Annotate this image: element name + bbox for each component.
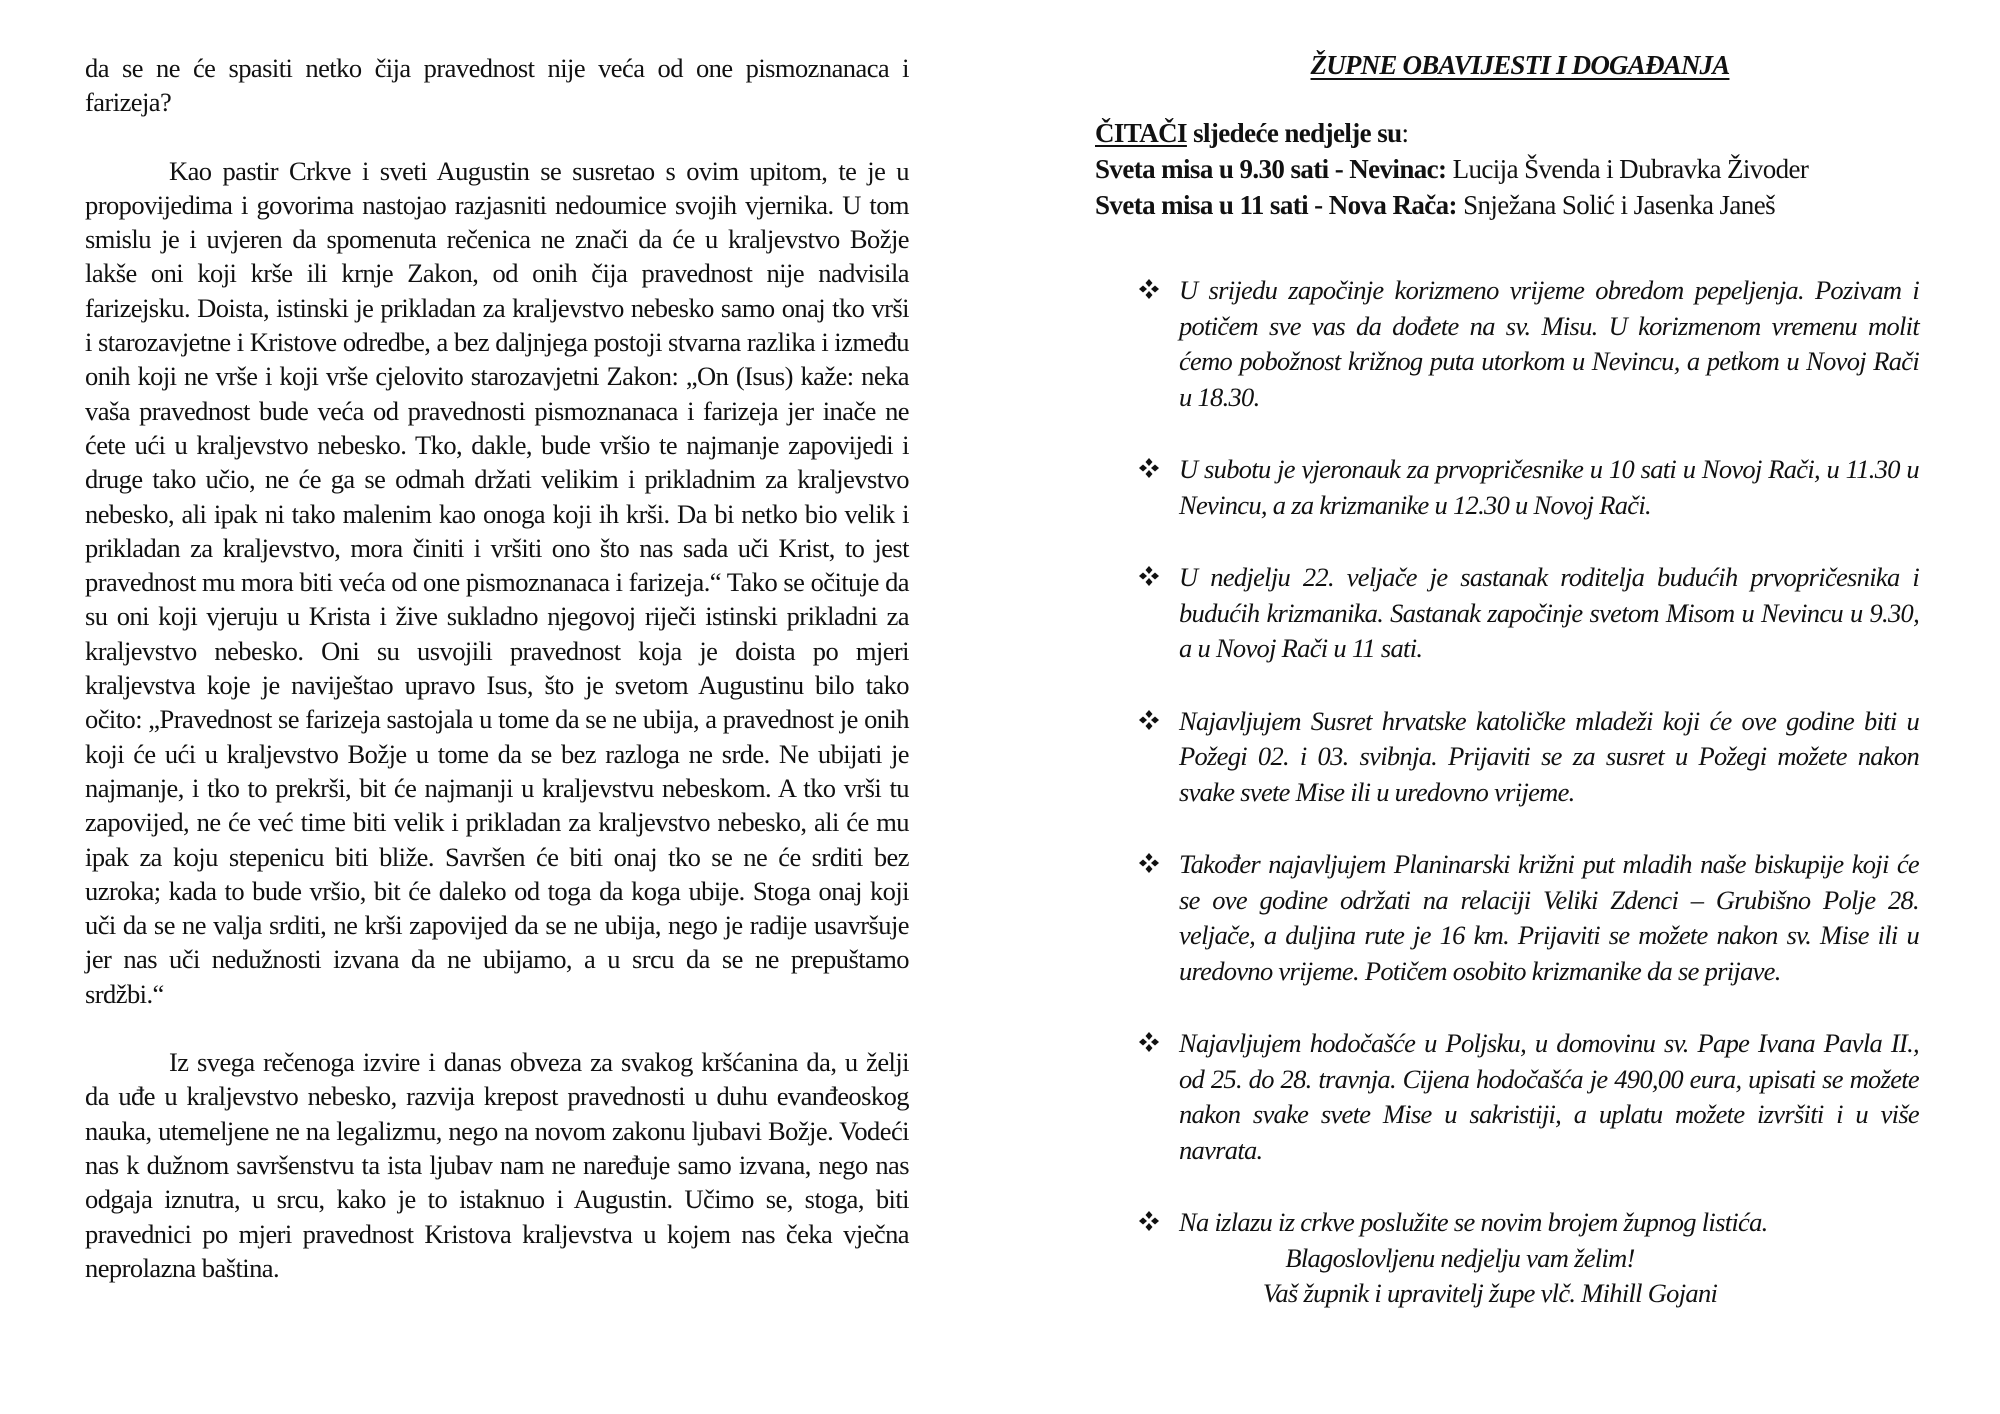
four-diamond-bullet-icon [1138,565,1160,587]
closing-signature: Vaš župnik i upravitelj župe vlč. Mihill Gojani [1262,1278,1718,1308]
notice-item [1095,273,1919,415]
notice-item [1095,704,1919,811]
readers-intro: sljedeće nedjelje su [1186,118,1402,148]
reader-names: Snježana Solić i Jasenka Janeš [1456,190,1775,220]
four-diamond-bullet-icon [1138,278,1160,300]
mass-time-nova-raca: Sveta misa u 11 sati - Nova Rača: [1095,190,1457,220]
readers-label: ČITAČI [1095,118,1187,148]
notice-item [1095,1026,1919,1168]
notices-list [1095,273,1935,1241]
notice-item [1095,847,1919,989]
notice-text: U nedjelju 22. veljače je sastanak roditelja budućih prvopričesnika i budućih krizmanika. Sastanak započinje svetom Misom u Nevincu u 9.30, a u Novoj Rači u 11 sati. [1179,562,1919,663]
readers-heading [1095,115,1935,151]
four-diamond-bullet-icon [1138,1031,1160,1053]
notice-text: Najavljujem Susret hrvatske katoličke mladeži koji će ove godine biti u Požegi 02. i 03. svibnja. Prijaviti se za susret u Požegi možete nakon svake svete Mise ili u uredovno vrijeme. [1179,705,1919,807]
paragraph-augustin: Kao pastir Crkve i sveti Augustin se susretao s ovim upitom, te je u propovijedima i govorima nastojao razjasniti nedoumice svojih vjernika. U tom smislu je i uvjeren da spomenuta rečenica ne znači da će u kraljevstvo Božje lakše oni koji krše ili krnje Zakon, od onih čija pravednost nije nadvisila farizejsku. Doista, istinski je prikladan za kraljevstvo nebesko samo onaj tko vrši i starozavjetne i Kristove odredbe, a bez daljnjega postoji stvarna razlika i između onih koji ne vrše i koji vrše cjelovito starozavjetni Zakon: „On (Isus) kaže: neka vaša pravednost bude veća od pravednosti pismoznanaca i farizeja jer inače ne ćete ući u kraljevstvo nebesko. Tko, dakle, bude vršio te najmanje zapovijedi i druge tako učio, ne će ga se odmah držati velikim i prikladnim za kraljevstvo nebesko, ali ipak ni tako malenim kao onoga koji ih krši. Da bi netko bio velik i prikladan za kraljevstvo, mora činiti i vršiti ono što nas sada uči Krist, to jest pravednost mu mora biti veća od one pismoznanaca i farizeja.“ Tako se očituje da su oni koji vjeruju u Krista i žive sukladno njegovoj riječi istinski prikladni za kraljevstvo nebesko. Oni su usvojili pravednost koja je doista po mjeri kraljevstva koje je naviještao upravo Isus, što je svetom Augustinu bilo tako očito: „Pravednost se farizeja sastojala u tome da se ne ubija, a pravednost je onih koji će ući u kraljevstvo Božje u tome da se bez razloga ne srde. Ne ubijati je najmanje, i tko to prekrši, bit će najmanji u kraljevstvu nebeskom. A tko vrši tu zapovijed, ne će već time biti velik i prikladan za kraljevstvo nebesko, ali će mu ipak za koju stepenicu biti bliže. Savršen će biti onaj tko se ne će srditi bez uzroka; kada to bude vršio, bit će daleko od toga da koga ubije. Stoga onaj koji uči da se ne valja srditi, ne krši zapovijed da se ne ubija, nego je radije usavršuje jer nas uči nedužnosti izvana da ne ubijamo, a u srcu da se ne prepuštamo srdžbi.“ [85,155,909,1009]
four-diamond-bullet-icon [1138,1210,1160,1232]
paragraph-conclusion: Iz svega rečenoga izvire i danas obveza za svakog kršćanina da, u želji da uđe u kraljevstvo nebesko, razvija krepost pravednosti u duhu evanđeoskog nauka, utemeljene ne na legalizmu, nego na novom zakonu ljubavi Božje. Vodeći nas k dužnom savršenstvu ta ista ljubav nam ne naređuje samo izvana, nego nas odgaja iznutra, u srcu, kako je to istaknuo i Augustin. Učimo se, stoga, biti pravednici po mjeri pravednost Kristova kraljevstva u kojem nas čeka vječna neprolazna baština. [85,1047,909,1283]
four-diamond-bullet-icon [1138,852,1160,874]
mass-time-nevinac: Sveta misa u 9.30 sati - Nevinac: [1095,154,1447,184]
closing-greeting: Blagoslovljenu nedjelju vam želim! [1285,1242,1635,1273]
notice-text: Također najavljujem Planinarski križni put mladih naše biskupije koji će se ove godine održati na relaciji Veliki Zdenci – Grubišno Polje 28. veljače, a duljina rute je 16 km. Prijaviti se možete nakon sv. Mise ili u uredovno vrijeme. Potičem osobito krizmanike da se prijave. [1179,849,1919,986]
readers-section [1095,115,1935,223]
readers-colon: : [1401,118,1409,148]
right-page [1000,0,2000,1414]
reader-names: Lucija Švenda i Dubravka Živoder [1446,154,1809,184]
notice-text: U srijedu započinje korizmeno vrijeme obredom pepeljenja. Pozivam i potičem sve vas da dođete na sv. Misu. U korizmenom vremenu molit ćemo pobožnost križnog puta utorkom u Nevincu, a petkom u Novoj Rači u 18.30. [1179,275,1919,412]
notice-item [1095,452,1919,523]
four-diamond-bullet-icon [1138,709,1160,731]
four-diamond-bullet-icon [1138,457,1160,479]
announcements-title: ŽUPNE OBAVIJESTI I DOGAĐANJA [1310,50,1730,80]
notice-text: Na izlazu iz crkve poslužite se novim brojem župnog listića. [1179,1207,1768,1237]
notice-text: Najavljujem hodočašće u Poljsku, u domovinu sv. Pape Ivana Pavla II., od 25. do 28. travnja. Cijena hodočašća je 490,00 eura, upisati se možete nakon svake svete Mise u sakristiji, a uplatu možete izvršiti i u više navrata. [1179,1028,1919,1165]
notice-item [1095,560,1919,667]
closing-block [1095,1241,1875,1312]
readers-row [1095,151,1935,187]
readers-row [1095,187,1935,223]
notice-text: U subotu je vjeronauk za prvopričesnike u 10 sati u Novoj Rači, u 11.30 u Nevincu, a za krizmanike u 12.30 u Novoj Rači. [1179,454,1919,520]
notice-item [1095,1205,1919,1241]
paragraph-continuation: da se ne će spasiti netko čija pravednost nije veća od one pismoznanaca i farizeja? [85,53,909,118]
announcements [1095,48,1935,1312]
reflection-text [85,51,909,1319]
